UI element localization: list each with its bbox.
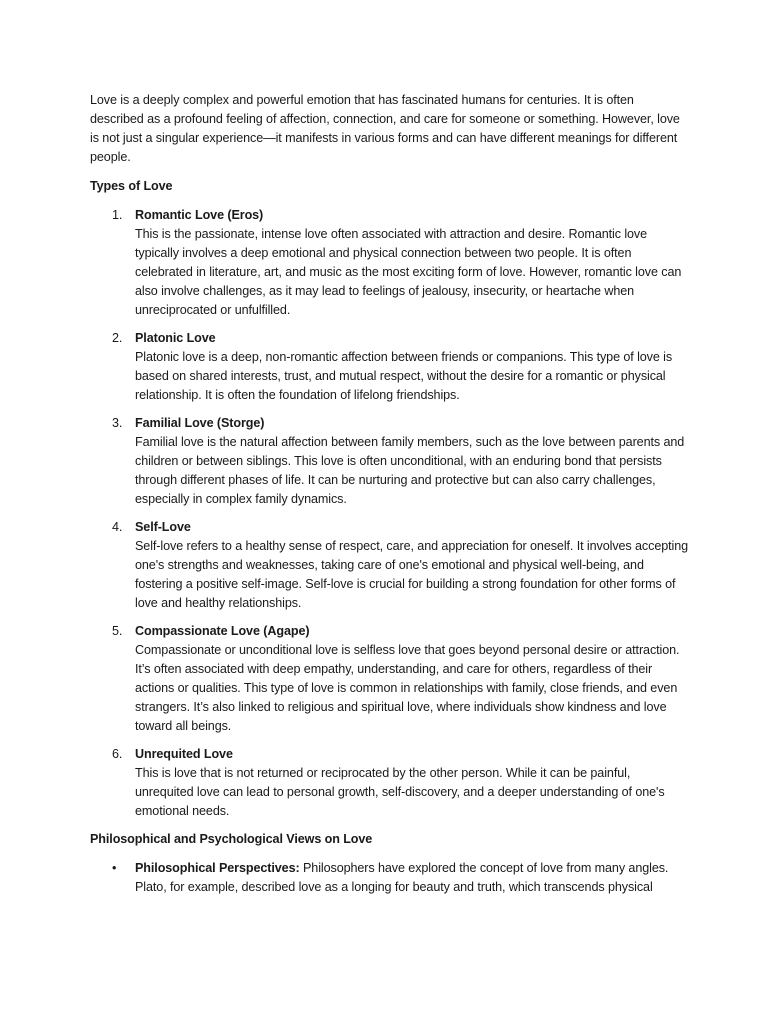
list-item-philosophical-perspectives xyxy=(90,859,690,897)
item-title: Philosophical Perspectives: xyxy=(135,861,300,875)
intro-paragraph: Love is a deeply complex and powerful emotion that has fascinated humans for centuries. It is often described as a profound feeling of affection, connection, and care for someone or something. However, love is not just a singular experience—it manifests in various forms and can have different meanings for different people. xyxy=(90,93,680,164)
list-item-compassionate-love xyxy=(90,622,690,736)
item-title: Romantic Love (Eros) xyxy=(135,208,264,222)
item-text: This is the passionate, intense love often associated with attraction and desire. Romantic love typically involves a deep emotional and physical connection between two people. It is often celebrated in literature, art, and music as the most exciting form of love. However, romantic love can also involve challenges, as it may lead to feelings of jealousy, insecurity, or heartache when unreciprocated or unfulfilled. xyxy=(135,227,682,317)
item-text: Familial love is the natural affection between family members, such as the love between parents and children or between siblings. This love is often unconditional, with an enduring bond that persists through different phases of life. It can be nurturing and protective but can also carry challenges, especially in complex family dynamics. xyxy=(135,435,685,506)
types-list xyxy=(90,206,690,821)
list-item-unrequited-love xyxy=(90,745,690,821)
item-text: Platonic love is a deep, non-romantic affection between friends or companions. This type of love is based on shared interests, trust, and mutual respect, without the desire for a romantic or physical relationship. It is often the foundation of lifelong friendships. xyxy=(135,350,673,402)
item-text: Self-love refers to a healthy sense of respect, care, and appreciation for oneself. It involves accepting one's strengths and weaknesses, taking care of one's emotional and physical well-being, and fostering a positive self-image. Self-love is crucial for building a strong foundation for other forms of love and healthy relationships. xyxy=(135,539,689,610)
item-text: Compassionate or unconditional love is selfless love that goes beyond personal desire or attraction. It’s often associated with deep empathy, understanding, and care for others, regardless of their actions or qualities. This type of love is common in relationships with family, close friends, and even strangers. It’s also linked to religious and spiritual love, where individuals show kindness and love toward all beings. xyxy=(135,643,680,733)
list-number: 3. xyxy=(112,416,123,430)
item-title: Self-Love xyxy=(135,520,191,534)
list-item-platonic-love xyxy=(90,329,690,405)
views-heading: Philosophical and Psychological Views on Love xyxy=(90,832,373,846)
list-item-self-love xyxy=(90,518,690,613)
item-text: This is love that is not returned or reciprocated by the other person. While it can be painful, unrequited love can lead to personal growth, self-discovery, and a deeper understanding of one's emotional needs. xyxy=(135,766,665,818)
item-title: Compassionate Love (Agape) xyxy=(135,624,310,638)
list-number: 1. xyxy=(112,208,123,222)
list-item-romantic-love xyxy=(90,206,690,320)
list-item-familial-love xyxy=(90,414,690,509)
item-text: Philosophers have explored the concept of love from many angles. Plato, for example, described love as a longing for beauty and truth, which transcends physical xyxy=(135,861,669,894)
types-heading: Types of Love xyxy=(90,179,173,193)
bullet-icon: • xyxy=(112,861,117,875)
item-title: Unrequited Love xyxy=(135,747,233,761)
list-number: 2. xyxy=(112,331,123,345)
document-page xyxy=(90,91,690,897)
item-title: Familial Love (Storge) xyxy=(135,416,265,430)
item-title: Platonic Love xyxy=(135,331,216,345)
views-list xyxy=(90,859,690,897)
list-number: 6. xyxy=(112,747,123,761)
list-number: 5. xyxy=(112,624,123,638)
list-number: 4. xyxy=(112,520,123,534)
